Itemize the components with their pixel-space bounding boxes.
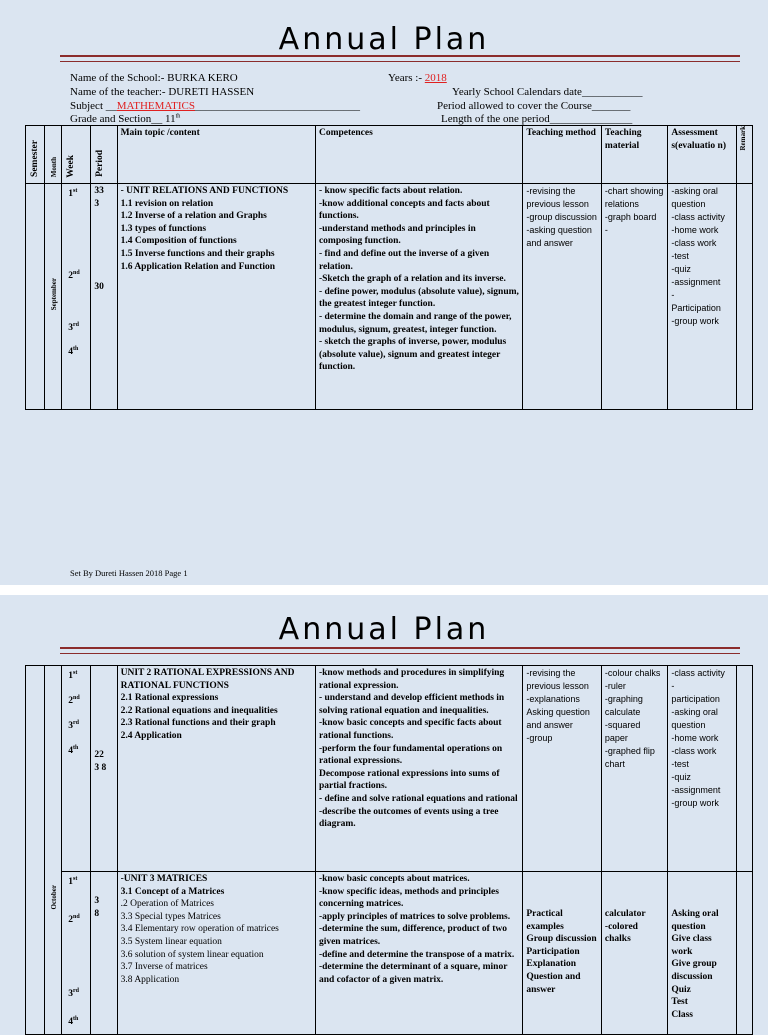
material-cell-unit3 xyxy=(601,872,667,1035)
list-item: - understand and develop efficient methods in solving rational equation and inequalities. xyxy=(318,693,505,716)
table-row xyxy=(26,666,753,872)
list-item: 3.5 System linear equation xyxy=(120,936,222,947)
month-cell: September xyxy=(45,184,62,410)
list-item: -asking oral question xyxy=(671,707,718,730)
list-item: - xyxy=(671,681,675,691)
competences-header: Competences xyxy=(315,126,522,184)
list-item: Participation xyxy=(526,946,580,957)
page-gap xyxy=(0,585,768,595)
page-2 xyxy=(0,595,768,1028)
list-item: .2 Operation of Matrices xyxy=(120,899,214,910)
remark-cell xyxy=(736,184,752,410)
list-item: -colored chalks xyxy=(604,921,638,945)
list-item: - UNIT RELATIONS AND FUNCTIONS xyxy=(120,186,289,196)
list-item: participation xyxy=(671,694,720,704)
list-item: 1.3 types of functions xyxy=(120,223,207,234)
period-length: Length of the one period_______________ xyxy=(441,113,633,125)
list-item: 1.6 Application Relation and Function xyxy=(120,261,275,272)
list-item: -understand methods and principles in composing function. xyxy=(318,223,476,247)
list-item: -home work xyxy=(671,225,719,235)
grade-line xyxy=(70,113,180,125)
list-item: 1.2 Inverse of a relation and Graphs xyxy=(120,211,267,222)
list-item: -determine the determinant of a square, minor and cofactor of a given matrix. xyxy=(318,962,508,985)
list-item: 2.3 Rational functions and their graph xyxy=(120,718,276,729)
list-item: -colour chalks xyxy=(604,668,661,678)
list-item: 2.4 Application xyxy=(120,730,182,741)
semester-header: Semester xyxy=(26,126,45,184)
period-header: Period xyxy=(91,126,117,184)
list-item: Practical examples xyxy=(526,909,564,932)
period-cell: 33 3 30 xyxy=(91,184,117,410)
list-item: -group work xyxy=(671,798,719,808)
subject-value: MATHEMATICS xyxy=(116,100,195,112)
semester-cell-2 xyxy=(26,666,45,1035)
list-item: -define and determine the transpose of a matrix. xyxy=(318,949,515,960)
list-item: -know basic concepts and specific facts about rational functions. xyxy=(318,718,502,741)
list-item: -asking oral question xyxy=(671,186,718,209)
list-item: 1.5 Inverse functions and their graphs xyxy=(120,248,275,259)
title-rule xyxy=(60,55,740,62)
list-item: -Sketch the graph of a relation and its inverse. xyxy=(318,274,506,285)
list-item: 1.4 Composition of functions xyxy=(120,236,237,247)
school-name: Name of the School:- BURKA KERO xyxy=(70,72,238,84)
topic-cell-unit2: UNIT 2 RATIONAL EXPRESSIONS AND RATIONAL FUNCTIONS 2.1 Rational expressions 2.2 Rational equations and inequalities 2.3 Rational functions and their graph 2.4 Application xyxy=(117,666,315,872)
month-cell-2: October xyxy=(45,666,62,1035)
list-item: -class activity xyxy=(671,212,725,222)
list-item: - xyxy=(604,225,608,235)
material-header: Teaching material xyxy=(601,126,667,184)
method-cell xyxy=(523,184,602,410)
list-item: -test xyxy=(671,759,689,769)
list-item: -group xyxy=(526,733,553,743)
list-item: 3.8 Application xyxy=(120,974,180,985)
list-item: 3.3 Special types Matrices xyxy=(120,911,221,922)
list-item: - xyxy=(671,290,675,300)
list-item: - determine the domain and range of the power, modulus, signum, greatest, integer function. xyxy=(318,311,512,335)
list-item: 2.1 Rational expressions xyxy=(120,693,219,704)
subject-prefix: Subject __ xyxy=(70,100,117,112)
remark-cell-unit3 xyxy=(736,872,752,1035)
calendar-date: Yearly School Calendars date___________ xyxy=(452,86,643,98)
list-item: - find and define out the inverse of a given relation. xyxy=(318,248,490,272)
topic-cell xyxy=(117,184,315,410)
list-item: Participation xyxy=(671,303,721,313)
grade-label: Grade and Section__ 11 xyxy=(70,113,176,125)
competences-cell-unit3 xyxy=(315,872,522,1035)
list-item: -explanations xyxy=(526,694,580,704)
list-item: Give group discussion xyxy=(671,959,717,982)
list-item: 3.7 Inverse of matrices xyxy=(120,962,208,973)
week-cell-unit3: 1st 2nd 3rd 4th xyxy=(62,872,91,1035)
grade-sup: th xyxy=(175,113,181,120)
years-value: 2018 xyxy=(424,72,447,84)
list-item: -class activity xyxy=(671,668,725,678)
list-item: -home work xyxy=(671,733,719,743)
list-item: -revising the previous lesson xyxy=(526,186,589,209)
list-item: -squared paper xyxy=(604,720,641,743)
list-item: -ruler xyxy=(604,681,626,691)
list-item: -apply principles of matrices to solve problems. xyxy=(318,911,511,922)
list-item: -group work xyxy=(671,316,719,326)
subject-line: Subject __MATHEMATICS______________________________ xyxy=(70,100,360,112)
list-item: -describe the outcomes of events using a tree diagram. xyxy=(318,806,499,830)
semester-cell xyxy=(26,184,45,410)
remark-cell-unit2 xyxy=(736,666,752,872)
list-item: Class xyxy=(671,1009,694,1020)
header-row xyxy=(26,126,753,184)
list-item: - sketch the graphs of inverse, power, modulus (absolute value), signum and greatest integer function. xyxy=(318,337,507,373)
method-header: Teaching method xyxy=(523,126,602,184)
assessment-cell-unit2 xyxy=(668,666,736,872)
page-footer: Set By Dureti Hassen 2018 Page 1 xyxy=(70,568,188,578)
period-allowed: Period allowed to cover the Course_______ xyxy=(437,100,631,112)
material-cell xyxy=(601,184,667,410)
list-item: 3.6 solution of system linear equation xyxy=(120,949,264,960)
list-item: -perform the four fundamental operations on rational expressions. xyxy=(318,743,503,767)
list-item: -chart showing relations xyxy=(604,186,664,209)
list-item: -determine the sum, difference, product of two given matrices. xyxy=(318,924,507,947)
method-cell-unit3 xyxy=(523,872,602,1035)
topic-header: Main topic /content xyxy=(117,126,315,184)
list-item: -class work xyxy=(671,238,717,248)
list-item: Group discussion xyxy=(526,934,597,945)
period-cell-unit2: 22 3 8 xyxy=(91,666,117,872)
list-item: -group discussion xyxy=(526,212,597,222)
competences-cell-unit2 xyxy=(315,666,522,872)
assessment-cell xyxy=(668,184,736,410)
list-item: -graphing calculate xyxy=(604,694,643,717)
material-cell-unit2 xyxy=(601,666,667,872)
table-row xyxy=(26,872,753,1035)
list-item: -revising the previous lesson xyxy=(526,668,589,691)
list-item: 1.1 revision on relation xyxy=(120,198,214,209)
list-item: -quiz xyxy=(671,264,691,274)
list-item: Decompose rational expressions into sums of partial fractions. xyxy=(318,768,500,792)
page-title: Annual Plan xyxy=(278,22,490,57)
list-item: -assignment xyxy=(671,277,721,287)
assessment-header: Assessment s(evaluatio n) xyxy=(668,126,736,184)
years-line xyxy=(388,72,447,84)
topic-cell-unit3: -UNIT 3 MATRICES 3.1 Concept of a Matrices .2 Operation of Matrices 3.3 Special types Matrices 3.4 Elementary row operation of matrices 3.5 System linear equation 3.6 solution of system linear equation 3.7 Inverse of matrices 3.8 Application xyxy=(117,872,315,1035)
list-item: -quiz xyxy=(671,772,691,782)
list-item: Quiz xyxy=(671,984,691,995)
list-item: Asking question and answer xyxy=(526,707,590,730)
list-item: - define power, modulus (absolute value), signum, the greatest integer function. xyxy=(318,286,519,310)
period-cell-unit3: 3 8 xyxy=(91,872,117,1035)
week-header: Week xyxy=(62,126,91,184)
list-item: -test xyxy=(671,251,689,261)
list-item: 2.2 Rational equations and inequalities xyxy=(120,705,278,716)
plan-table-2 xyxy=(25,665,753,1035)
title-rule-2 xyxy=(60,647,740,654)
list-item: - know specific facts about relation. xyxy=(318,186,463,196)
assessment-cell-unit3 xyxy=(668,872,736,1035)
list-item: -assignment xyxy=(671,785,721,795)
list-item: Test xyxy=(671,997,688,1008)
list-item: - define and solve rational equations and rational xyxy=(318,793,518,804)
competences-cell xyxy=(315,184,522,410)
list-item: -graph board xyxy=(604,212,657,222)
list-item: Asking oral question xyxy=(671,909,719,932)
list-item: -know basic concepts about matrices. xyxy=(318,874,470,884)
list-item: -know specific ideas, methods and principles concerning matrices. xyxy=(318,886,499,910)
years-prefix: Years :- xyxy=(388,72,425,84)
list-item: 3.4 Elementary row operation of matrices xyxy=(120,924,279,935)
list-item: -asking question and answer xyxy=(526,225,592,248)
list-item: -class work xyxy=(671,746,717,756)
teacher-name: Name of the teacher:- DURETI HASSEN xyxy=(70,86,255,98)
method-cell-unit2 xyxy=(523,666,602,872)
list-item: Explanation xyxy=(526,959,577,970)
list-item: -graphed flip chart xyxy=(604,746,655,769)
list-item: Question and answer xyxy=(526,971,581,995)
week-cell-unit2: 1st 2nd 3rd 4th xyxy=(62,666,91,872)
plan-table-1 xyxy=(25,125,753,410)
page-title-2: Annual Plan xyxy=(278,612,490,647)
month-header: Month xyxy=(45,126,62,184)
remark-header: Remark xyxy=(736,126,752,184)
list-item: -know methods and procedures in simplifying rational expression. xyxy=(318,668,505,691)
list-item: Give class work xyxy=(671,934,712,957)
list-item: -know additional concepts and facts about functions. xyxy=(318,198,490,222)
week-cell: 1st 2nd 3rd 4th xyxy=(62,184,91,410)
list-item: calculator xyxy=(604,909,646,919)
table-row xyxy=(26,184,753,410)
